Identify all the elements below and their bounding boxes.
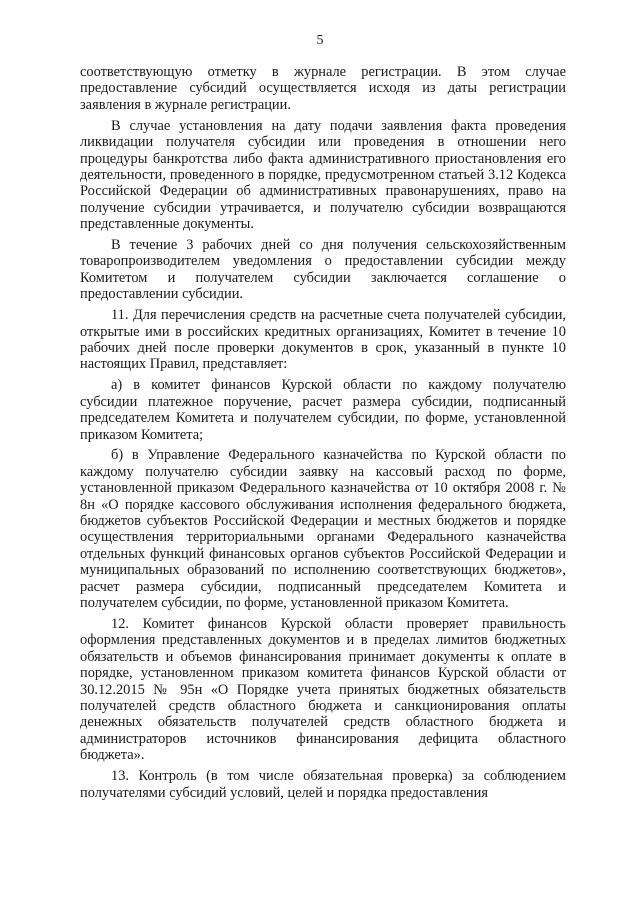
page-number: 5 [316,33,324,48]
paragraph-continuation: соответствующую отметку в журнале регистрации. В этом случае предоставление субсидий осуществляется исходя из даты регистрации заявления в журнале регистрации. [80,64,566,113]
paragraph-agreement: В течение 3 рабочих дней со дня получения сельскохозяйственным товаропроизводителем уведомления о предоставлении субсидии между Комитетом и получателем субсидии заключается соглашение о предоставлении субсидии. [80,237,566,303]
paragraph-item-11b: б) в Управление Федерального казначейства по Курской области по каждому получателю субсидии заявку на кассовый расход по форме, установленной приказом Федерального казначейства от 10 октября 2008 г. № 8н «О порядке кассового обслуживания исполнения федерального бюджета, бюджетов субъектов Российской Федерации и местных бюджетов и порядке осуществления территориальными органами Федерального казначейства отдельных функций финансовых органов субъектов Российской Федерации и муниципальных образований по исполнению соответствующих бюджетов», расчет размера субсидии, подписанный председателем Комитета и получателем субсидии, по форме, установленной приказом Комитета. [80,447,566,612]
paragraph-item-12: 12. Комитет финансов Курской области проверяет правильность оформления представленных документов и в пределах лимитов бюджетных обязательств и объемов финансирования принимает документы к оплате в порядке, установленном приказом комитета финансов Курской области от 30.12.2015 № 95н «О Порядке учета принятых бюджетных обязательств получателей средств областного бюджета и санкционирования оплаты денежных обязательств получателей средств областного бюджета и администраторов источников финансирования дефицита областного бюджета». [80,616,566,764]
paragraph-item-11: 11. Для перечисления средств на расчетные счета получателей субсидии, открытые ими в российских кредитных организациях, Комитет в течение 10 рабочих дней после проверки документов в срок, указанный в пункте 10 настоящих Правил, представляет: [80,307,566,373]
paragraph-item-11a: а) в комитет финансов Курской области по каждому получателю субсидии платежное поручение, расчет размера субсидии, подписанный председателем Комитета и получателем субсидии, по форме, установленной приказом Комитета; [80,377,566,443]
paragraph-item-13: 13. Контроль (в том числе обязательная проверка) за соблюдением получателями субсидий условий, целей и порядка предоставления [80,768,566,801]
document-body [80,64,566,805]
paragraph-liquidation: В случае установления на дату подачи заявления факта проведения ликвидации получателя субсидии или проведения в отношении него процедуры банкротства либо факта административного приостановления его деятельности, проведенного в порядке, предусмотренном статьей 3.12 Кодекса Российской Федерации об административных правонарушениях, право на получение субсидии утрачивается, и получателю субсидии возвращаются представленные документы. [80,117,566,233]
